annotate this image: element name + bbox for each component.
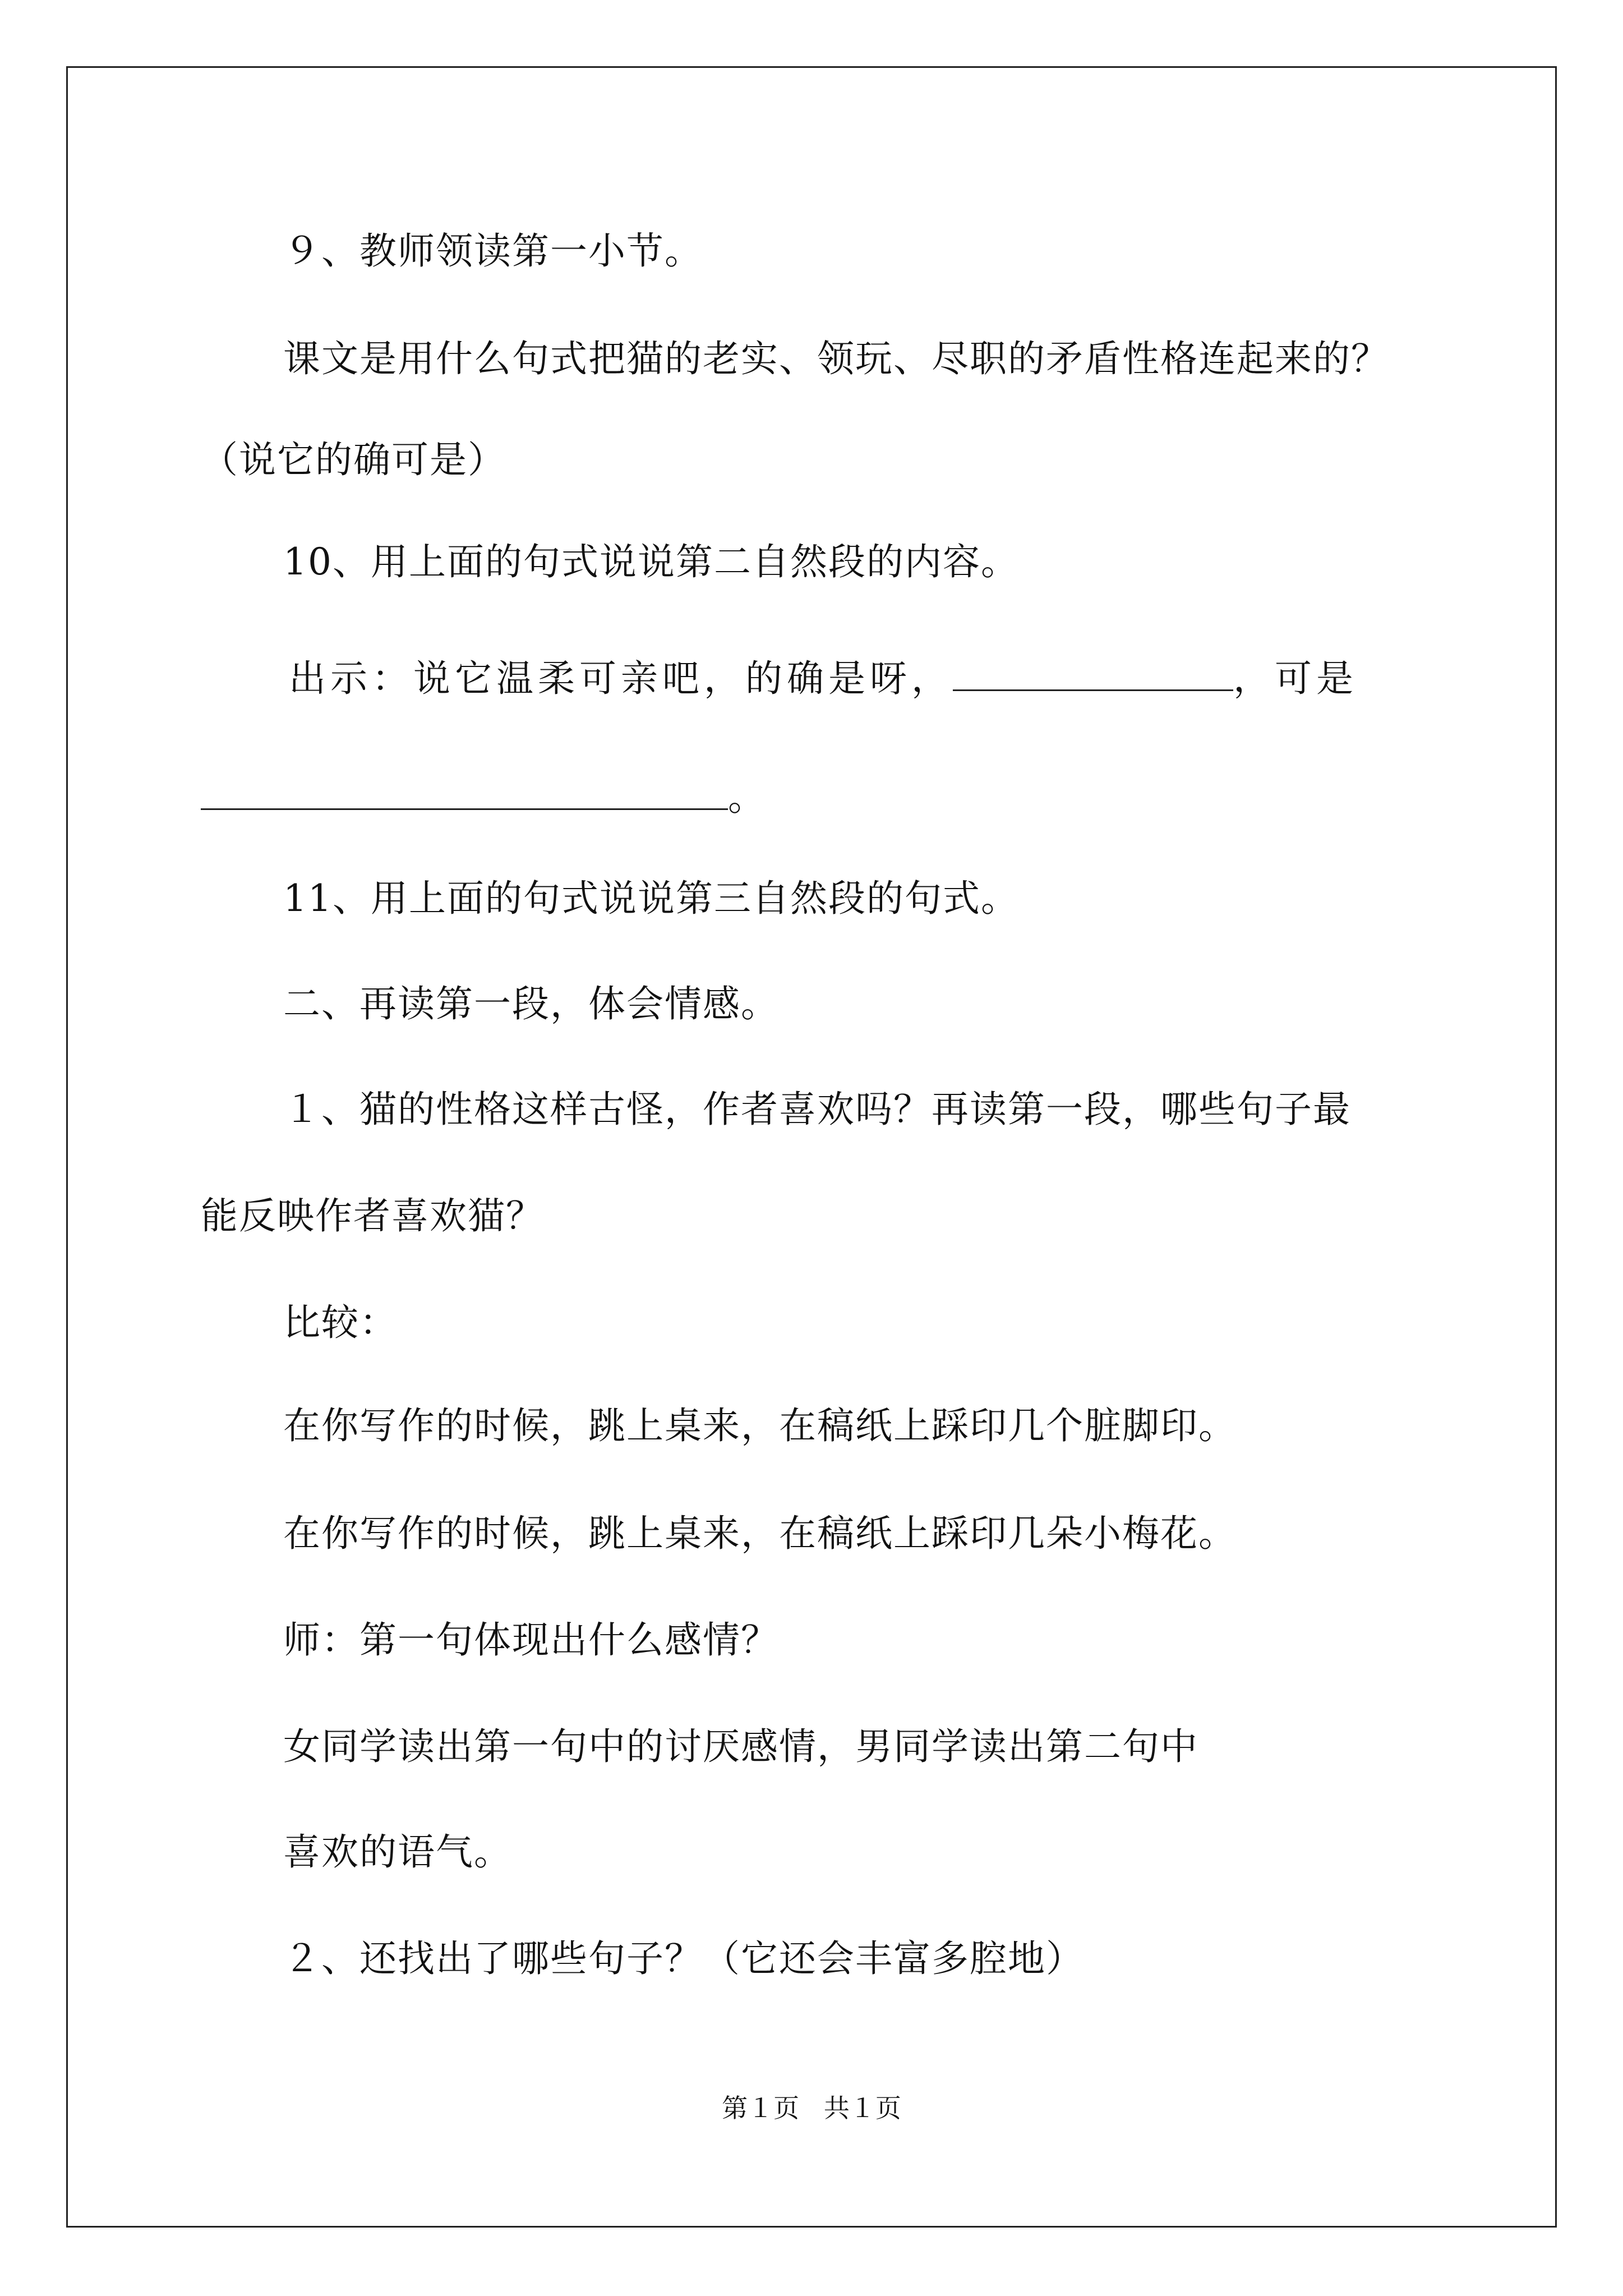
paragraph-line: ９、教师领读第一小节。 xyxy=(283,229,703,273)
paragraph-line: 能反映作者喜欢猫？ xyxy=(201,1194,544,1237)
paragraph-line: 10、用上面的句式说说第二自然段的内容。 xyxy=(283,540,1019,583)
fill-in-blank xyxy=(953,657,1233,691)
fill-in-end: 。 xyxy=(728,776,766,819)
paragraph-line: 师：第一句体现出什么感情？ xyxy=(283,1618,779,1662)
paragraph-line: １、猫的性格这样古怪，作者喜欢吗？再读第一段，哪些句子最 xyxy=(283,1088,1351,1131)
fill-in-line xyxy=(289,656,1358,701)
fill-in-prefix: 出示：说它温柔可亲吧，的确是呀， xyxy=(289,657,953,700)
paragraph-line: 女同学读出第一句中的讨厌感情，男同学读出第二句中 xyxy=(283,1725,1198,1768)
page-footer: 第１页 共１页 xyxy=(722,2093,901,2123)
fill-in-line xyxy=(201,775,766,820)
paragraph-line: ２、还找出了哪些句子？（它还会丰富多腔地） xyxy=(283,1937,1084,1980)
paragraph-line: 喜欢的语气。 xyxy=(283,1830,512,1874)
paragraph-line: 在你写作的时候，跳上桌来，在稿纸上踩印几朵小梅花。 xyxy=(283,1512,1237,1555)
page-border xyxy=(66,66,1557,2228)
fill-in-blank xyxy=(201,776,728,810)
fill-in-middle: ，可是 xyxy=(1233,657,1358,700)
paragraph-line: 比较： xyxy=(283,1301,398,1344)
paragraph-line: 11、用上面的句式说说第三自然段的句式。 xyxy=(283,877,1019,920)
paragraph-line: 在你写作的时候，跳上桌来，在稿纸上踩印几个脏脚印。 xyxy=(283,1404,1237,1447)
paragraph-line: 二、再读第一段，体会情感。 xyxy=(283,982,779,1025)
paragraph-line: 课文是用什么句式把猫的老实、领玩、尽职的矛盾性格连起来的？ xyxy=(283,337,1389,380)
paragraph-line: （说它的确可是） xyxy=(201,438,506,481)
